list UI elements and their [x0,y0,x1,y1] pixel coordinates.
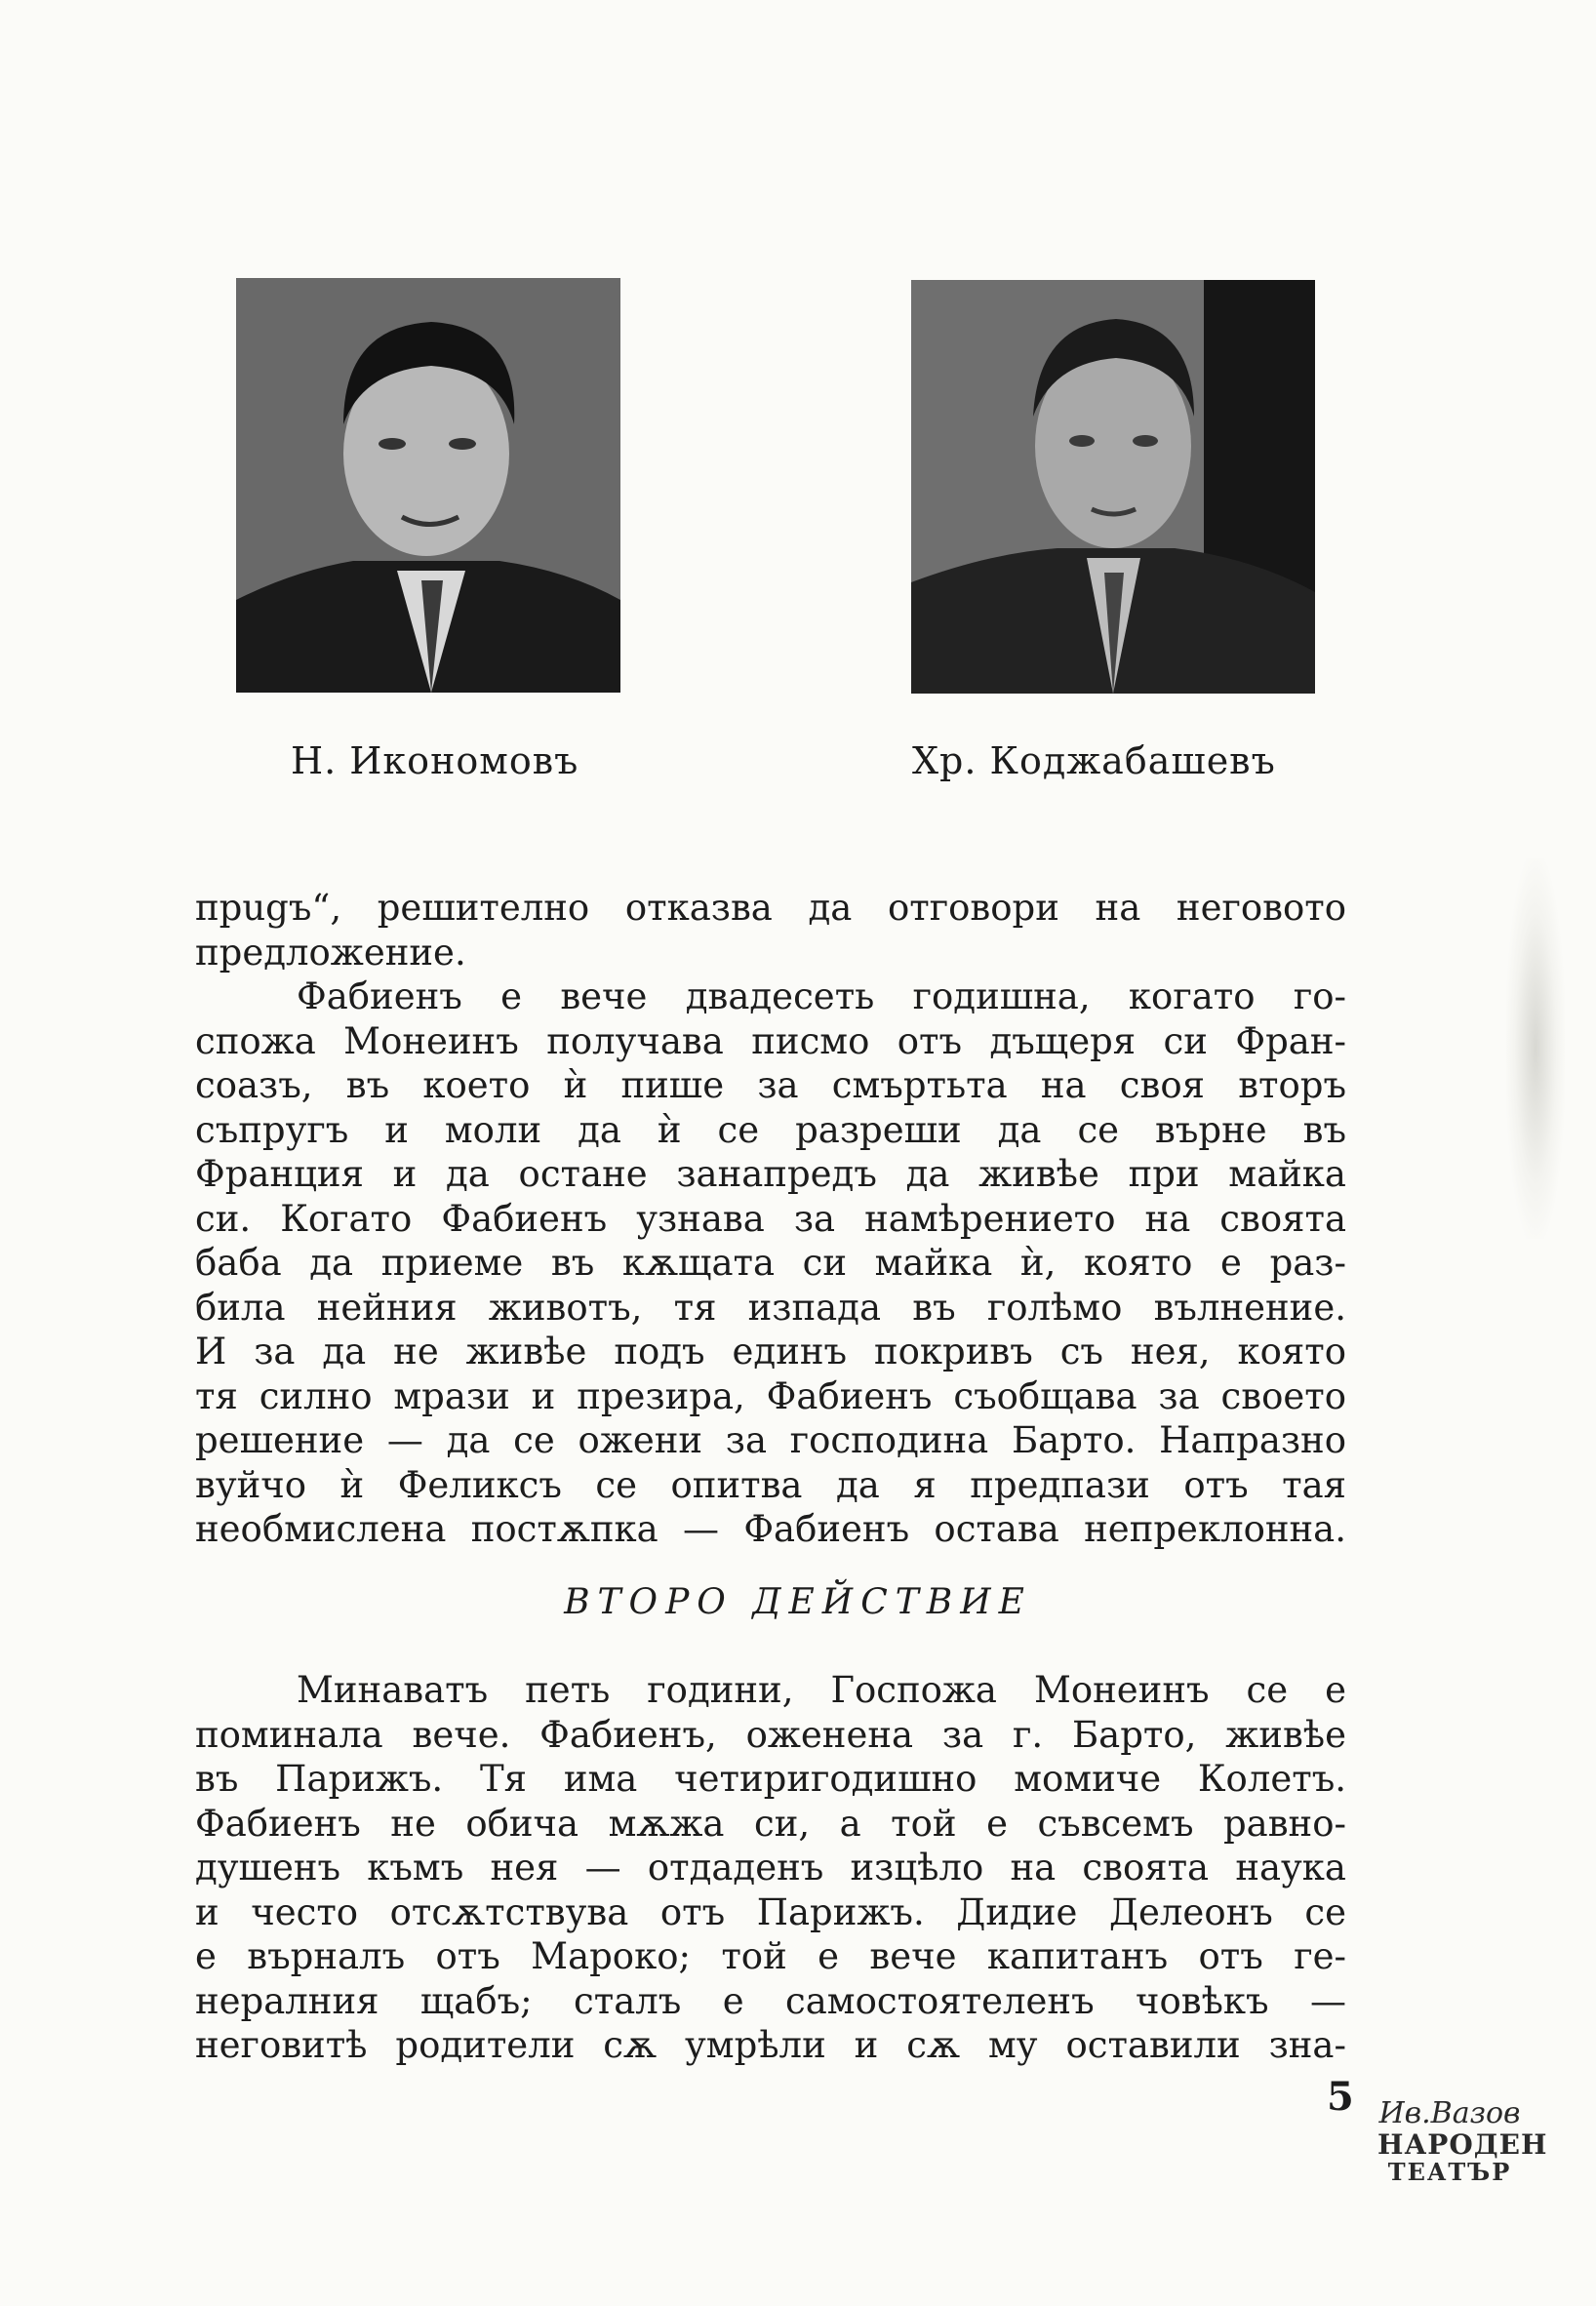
stamp-line-1: НАРОДЕН [1377,2128,1548,2161]
body-text-first-act [195,886,1346,1552]
text-line: соазъ, въ което ѝ пише за смъртьта на своя вторъ [195,1064,1346,1106]
text-line: предложение. [195,931,466,974]
text-line: тя силно мрази и презира, Фабиенъ съобщава за своето [195,1374,1346,1417]
text-line: била нейния животъ, тя изпада въ голѣмо вълнение. [195,1286,1346,1329]
text-line: баба да приеме въ кѫщата си майка ѝ, която е раз- [195,1242,1346,1284]
text-line: Фабиенъ не обича мѫжа си, а той е съвсемъ равно- [195,1802,1346,1845]
text-line: вуйчо ѝ Феликсъ се опитва да я предпази отъ тая [195,1463,1346,1506]
body-text-second-act [195,1668,1346,2068]
theatre-stamp [1377,2096,1548,2214]
text-line: необмислена постѫпка — Фабиенъ остава непреклонна. [195,1508,1346,1550]
photo-caption-right: Хр. Коджабашевъ [912,739,1276,782]
text-line: неговитѣ родители сѫ умрѣли и сѫ му оставили зна- [195,2024,1346,2066]
portrait-photo-right [911,280,1315,694]
text-line: Минаватъ петь години, Госпожа Монеинъ се е [297,1669,1346,1711]
portrait-photo-left [236,278,620,693]
text-line: и често отсѫтствува отъ Парижъ. Дидие Делеонъ се [195,1890,1346,1933]
text-line: съпругъ и моли да ѝ се разреши да се върне въ [195,1108,1346,1151]
text-line: решение — да се ожени за господина Барто. Напразно [195,1419,1346,1461]
text-line: е върналъ отъ Мароко; той е вече капитанъ отъ ге- [195,1935,1346,1977]
margin-smudge [1506,858,1565,1239]
text-line: Франция и да остане занапредъ да живѣе при майка [195,1153,1346,1195]
text-line: И за да не живѣе подъ единъ покривъ съ нея, която [195,1331,1346,1372]
stamp-signature: Ив.Вазов [1378,2096,1521,2130]
page-number: 5 [1327,2074,1354,2120]
stamp-line-2: ТЕАТЪР [1387,2158,1512,2186]
text-line: прugъ“, решително отказва да отговори на неговото [195,887,1346,929]
text-line: Фабиенъ е вече двадесеть годишна, когато го- [297,975,1346,1017]
text-line: нералния щабъ; сталъ е самостоятеленъ човѣкъ — [195,1979,1346,2022]
section-heading: ВТОРО ДЕЙСТВИЕ [564,1582,1032,1622]
text-line: поминала вече. Фабиенъ, оженена за г. Барто, живѣе [195,1713,1346,1756]
photo-caption-left: Н. Икономовъ [291,739,579,782]
text-line: душенъ къмъ нея — отдаденъ изцѣло на своята наука [195,1847,1346,1889]
text-line: въ Парижъ. Тя има четиригодишно момиче Колетъ. [195,1758,1346,1800]
text-line: си. Когато Фабиенъ узнава за намѣрението на своята [195,1197,1346,1240]
text-line: спожа Монеинъ получава писмо отъ дъщеря си Фран- [195,1019,1346,1062]
